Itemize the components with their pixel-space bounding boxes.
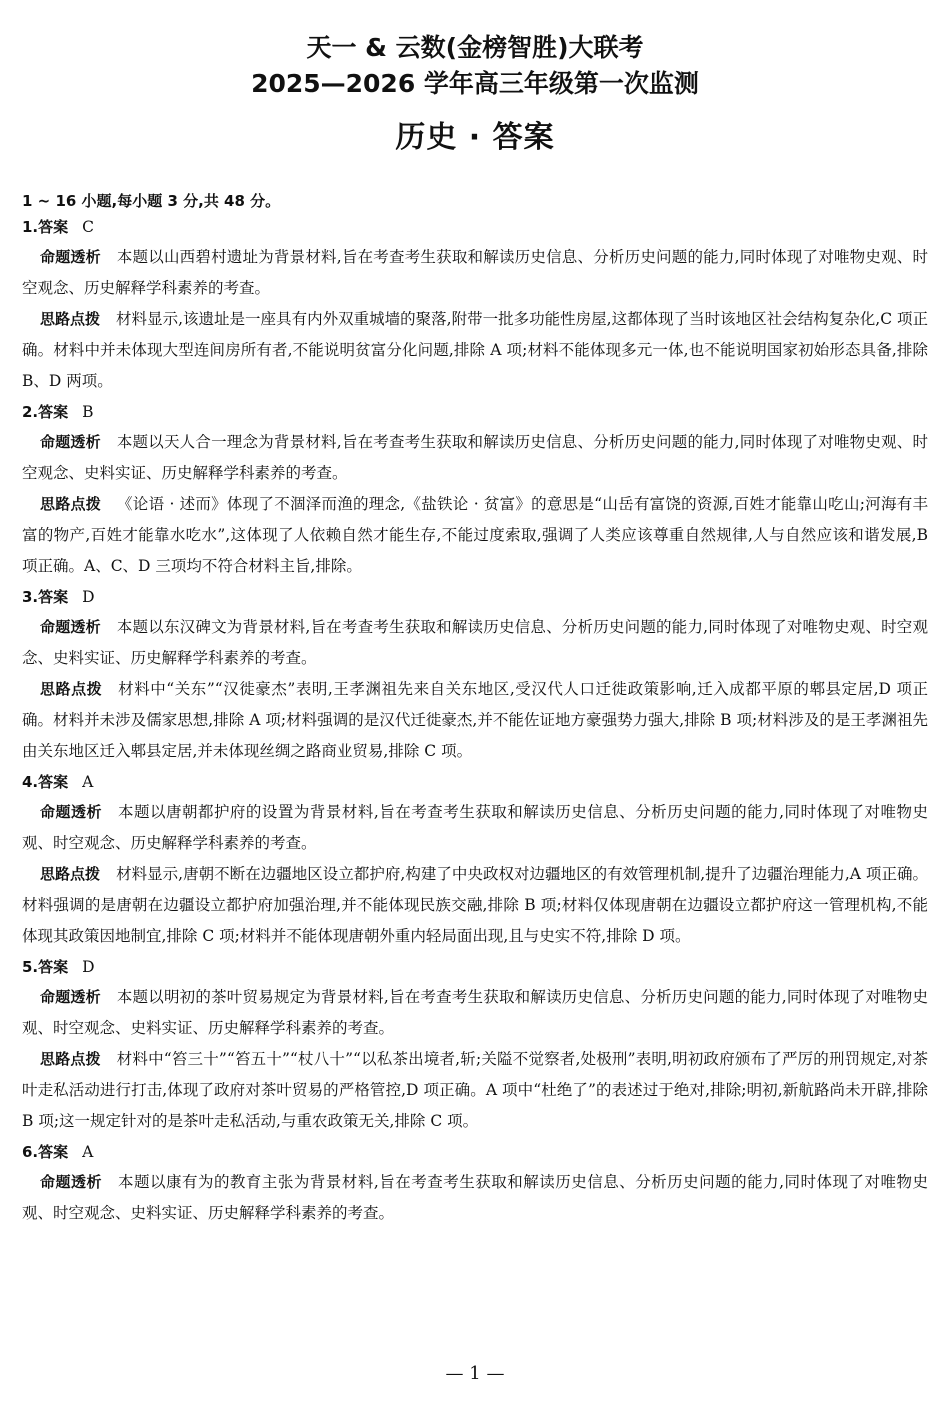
- answer-value: C: [82, 218, 95, 236]
- approach-paragraph-text: 《论语 · 述而》体现了不涸泽而渔的理念,《盐铁论 · 贫富》的意思是“山岳有富饶的资源,百姓才能靠山吃山;河海有丰富的物产,百姓才能靠水吃水”,这体现了人依赖自然才能生存,不能过度索取,强调了人类应该尊重自然规律,人与自然应该和谐发展,B 项正确。A、C、D 三项均不符合材料主旨,排除。: [22, 495, 928, 575]
- analysis-paragraph-text: 本题以唐朝都护府的设置为背景材料,旨在考查考生获取和解读历史信息、分析历史问题的能力,同时体现了对唯物史观、时空观念、历史解释学科素养的考查。: [22, 803, 928, 852]
- answer-label: 答案: [38, 588, 69, 606]
- approach-paragraph-label: 思路点拨: [40, 310, 101, 328]
- question-answer-line: [22, 1137, 928, 1167]
- question-number: 6.: [22, 1143, 39, 1161]
- approach-paragraph-text: 材料显示,唐朝不断在边疆地区设立都护府,构建了中央政权对边疆地区的有效管理机制,提升了边疆治理能力,A 项正确。材料强调的是唐朝在边疆设立都护府加强治理,并不能体现民族交融,排除 B 项;材料仅体现唐朝在边疆设立都护府这一管理机构,不能体现其政策因地制宜,排除 C 项;材料并不能体现唐朝外重内轻局面出现,且与史实不符,排除 D 项。: [22, 865, 928, 945]
- question-number: 3.: [22, 588, 39, 606]
- approach-paragraph-text: 材料中“笞三十”“笞五十”“杖八十”“以私茶出境者,斩;关隘不觉察者,处极刑”表明,明初政府颁布了严厉的刑罚规定,对茶叶走私活动进行打击,体现了政府对茶叶贸易的严格管控,D 项正确。A 项中“杜绝了”的表述过于绝对,排除;明初,新航路尚未开辟,排除 B 项;这一规定针对的是茶叶走私活动,与重农政策无关,排除 C 项。: [22, 1050, 928, 1130]
- answer-value: A: [82, 1143, 94, 1161]
- scoring-intro: [22, 190, 928, 212]
- analysis-paragraph: [22, 1167, 928, 1229]
- exam-title: 天一 & 云数(金榜智胜)大联考: [306, 33, 644, 62]
- analysis-paragraph-text: 本题以明初的茶叶贸易规定为背景材料,旨在考查考生获取和解读历史信息、分析历史问题的能力,同时体现了对唯物史观、时空观念、史料实证、历史解释学科素养的考查。: [22, 988, 928, 1037]
- question-block: [22, 767, 928, 952]
- answer-label: 答案: [38, 773, 69, 791]
- question-answer-line: [22, 582, 928, 612]
- question-answer-line: [22, 952, 928, 982]
- answer-value: D: [82, 588, 95, 606]
- question-block: [22, 582, 928, 767]
- approach-paragraph-text: 材料显示,该遗址是一座具有内外双重城墙的聚落,附带一批多功能性房屋,这都体现了当时该地区社会结构复杂化,C 项正确。材料中并未体现大型连间房所有者,不能说明贫富分化问题,排除 A 项;材料不能体现多元一体,也不能说明国家初始形态具备,排除 B、D 两项。: [22, 310, 928, 390]
- approach-paragraph-text: 材料中“关东”“汉徙豪杰”表明,王孝渊祖先来自关东地区,受汉代人口迁徙政策影响,迁入成都平原的郫县定居,D 项正确。材料并未涉及儒家思想,排除 A 项;材料强调的是汉代迁徙豪杰,并不能佐证地方豪强势力强大,排除 B 项;材料涉及的是王孝渊祖先由关东地区迁入郫县定居,并未体现丝绸之路商业贸易,排除 C 项。: [22, 680, 928, 760]
- question-list: [22, 212, 928, 1229]
- question-number: 1.: [22, 218, 39, 236]
- approach-paragraph-label: 思路点拨: [40, 495, 102, 513]
- analysis-paragraph-label: 命题透析: [40, 988, 101, 1006]
- approach-paragraph-label: 思路点拨: [40, 865, 101, 883]
- analysis-paragraph-text: 本题以山西碧村遗址为背景材料,旨在考查考生获取和解读历史信息、分析历史问题的能力,同时体现了对唯物史观、时空观念、历史解释学科素养的考查。: [22, 248, 928, 297]
- analysis-paragraph-text: 本题以康有为的教育主张为背景材料,旨在考查考生获取和解读历史信息、分析历史问题的能力,同时体现了对唯物史观、时空观念、史料实证、历史解释学科素养的考查。: [22, 1173, 928, 1222]
- answer-label: 答案: [38, 218, 69, 236]
- answer-value: B: [82, 403, 94, 421]
- answer-value: A: [82, 773, 94, 791]
- question-block: [22, 397, 928, 582]
- question-block: [22, 1137, 928, 1229]
- analysis-paragraph: [22, 612, 928, 674]
- approach-paragraph-label: 思路点拨: [40, 680, 103, 698]
- analysis-paragraph: [22, 797, 928, 859]
- analysis-paragraph-label: 命题透析: [40, 433, 101, 451]
- approach-paragraph: [22, 304, 928, 397]
- approach-paragraph: [22, 489, 928, 582]
- answer-label: 答案: [38, 403, 69, 421]
- answer-label: 答案: [38, 958, 69, 976]
- analysis-paragraph-label: 命题透析: [40, 248, 101, 266]
- subject-title: 历史 · 答案: [395, 120, 555, 155]
- document-header: [22, 30, 928, 158]
- approach-paragraph: [22, 1044, 928, 1137]
- analysis-paragraph-label: 命题透析: [40, 803, 102, 821]
- question-number: 2.: [22, 403, 39, 421]
- question-answer-line: [22, 767, 928, 797]
- scoring-intro-text: 1 ~ 16 小题,每小题 3 分,共 48 分。: [22, 192, 281, 210]
- question-answer-line: [22, 397, 928, 427]
- question-number: 5.: [22, 958, 39, 976]
- question-block: [22, 952, 928, 1137]
- answer-label: 答案: [38, 1143, 69, 1161]
- exam-subtitle: 2025—2026 学年高三年级第一次监测: [251, 69, 699, 98]
- page-number: — 1 —: [445, 1363, 505, 1384]
- analysis-paragraph-text: 本题以东汉碑文为背景材料,旨在考查考生获取和解读历史信息、分析历史问题的能力,同时体现了对唯物史观、时空观念、史料实证、历史解释学科素养的考查。: [22, 618, 928, 667]
- approach-paragraph: [22, 674, 928, 767]
- analysis-paragraph: [22, 427, 928, 489]
- question-block: [22, 212, 928, 397]
- approach-paragraph-label: 思路点拨: [40, 1050, 101, 1068]
- analysis-paragraph-label: 命题透析: [40, 1173, 102, 1191]
- analysis-paragraph: [22, 982, 928, 1044]
- answer-value: D: [82, 958, 95, 976]
- analysis-paragraph-text: 本题以天人合一理念为背景材料,旨在考查考生获取和解读历史信息、分析历史问题的能力,同时体现了对唯物史观、时空观念、史料实证、历史解释学科素养的考查。: [22, 433, 928, 482]
- analysis-paragraph: [22, 242, 928, 304]
- question-number: 4.: [22, 773, 39, 791]
- approach-paragraph: [22, 859, 928, 952]
- analysis-paragraph-label: 命题透析: [40, 618, 101, 636]
- question-answer-line: [22, 212, 928, 242]
